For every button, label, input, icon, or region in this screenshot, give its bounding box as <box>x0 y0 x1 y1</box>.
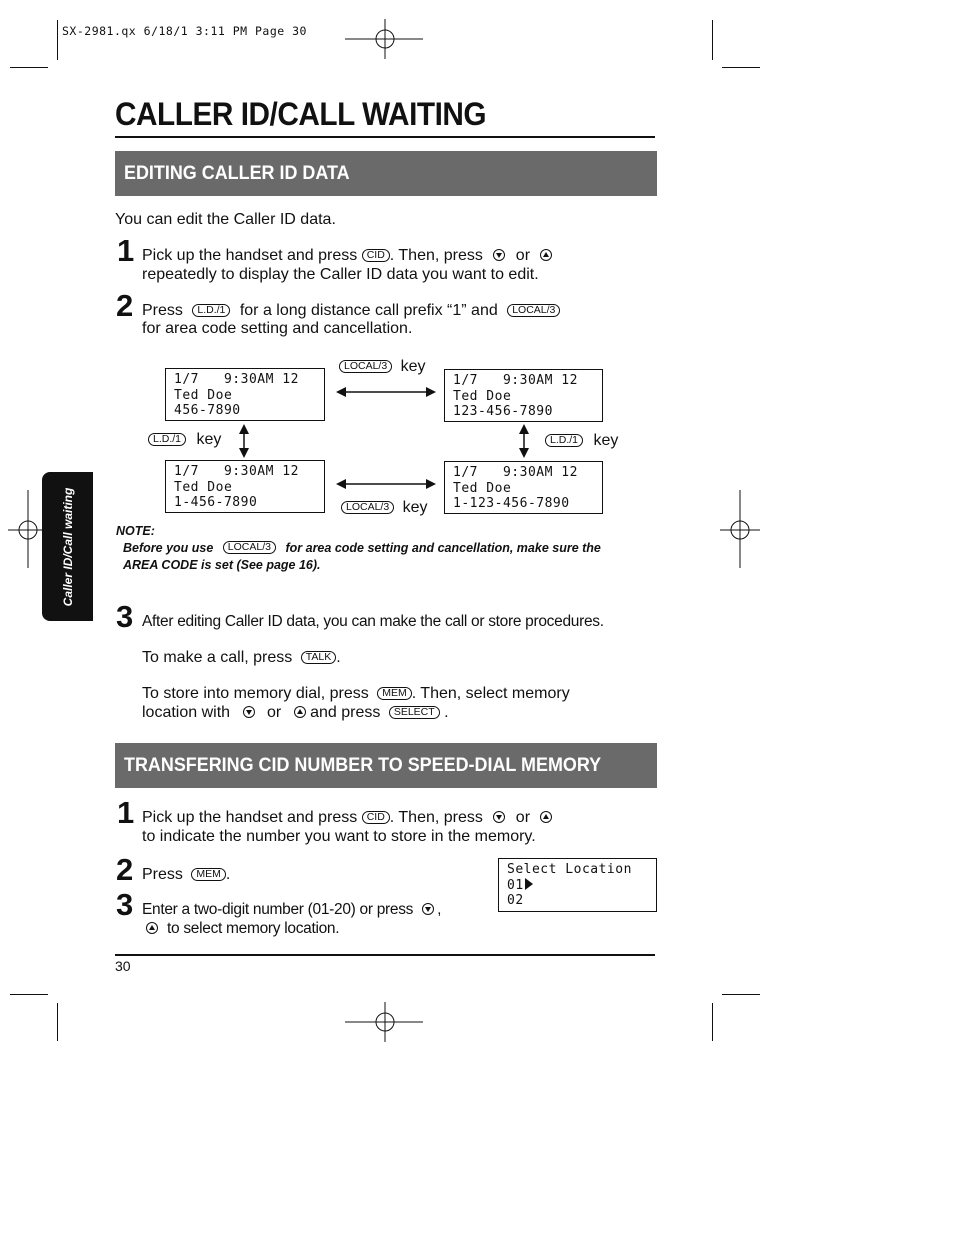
crop-mark <box>10 67 48 68</box>
step-text: to indicate the number you want to store in the memory. <box>142 828 536 845</box>
cid-key-icon: CID <box>362 811 390 824</box>
talk-key-icon: TALK <box>301 651 336 664</box>
key-word: key <box>196 431 222 448</box>
registration-mark-icon <box>345 19 425 59</box>
call-text: To make a call, press <box>142 649 293 666</box>
section-heading-label: EDITING CALLER ID DATA <box>124 162 350 184</box>
diagram-key-label <box>339 358 426 376</box>
ld-key-icon: L.D./1 <box>545 434 583 447</box>
step-text-part: or <box>515 809 531 826</box>
page-number: 30 <box>115 958 131 974</box>
store-text: or <box>266 704 282 721</box>
local-key-icon: LOCAL/3 <box>339 360 392 373</box>
store-text: . <box>444 704 449 721</box>
up-arrow-key-icon <box>540 249 552 261</box>
note-text <box>123 541 601 555</box>
step-text <box>142 866 230 884</box>
up-arrow-key-icon <box>146 922 158 934</box>
crop-mark <box>722 67 760 68</box>
step-number: 2 <box>116 852 134 887</box>
mem-key-icon: MEM <box>377 687 412 700</box>
note-label: NOTE: <box>116 524 155 538</box>
lcd-line: Select Location <box>507 862 632 877</box>
crop-mark <box>712 1003 713 1041</box>
step-number: 3 <box>116 599 134 634</box>
step-number: 3 <box>116 887 134 922</box>
store-text: location with <box>142 704 231 721</box>
lcd-line <box>507 878 648 894</box>
ld-key-icon: L.D./1 <box>148 433 186 446</box>
note-text: AREA CODE is set (See page 16). <box>123 558 321 572</box>
intro-text: You can edit the Caller ID data. <box>115 211 336 228</box>
step-text-part: or <box>515 247 531 264</box>
step-number: 1 <box>117 233 135 268</box>
cid-key-icon: CID <box>362 249 390 262</box>
page-title: CALLER ID/CALL WAITING <box>115 96 487 132</box>
lcd-line-text: 01 <box>507 877 524 893</box>
call-text: . <box>336 649 341 666</box>
right-triangle-cursor-icon <box>525 878 533 890</box>
step-text-part: , <box>437 901 442 918</box>
lcd-screen: 1/7 9:30AM 12 Ted Doe 456-7890 <box>165 368 325 421</box>
title-rule <box>115 136 655 138</box>
store-text: . Then, select memory <box>411 685 570 702</box>
lcd-screen-select-location <box>498 858 657 912</box>
down-arrow-key-icon <box>493 811 505 823</box>
step-text-part: Pick up the handset and press <box>142 809 358 826</box>
step-text <box>142 901 441 919</box>
lcd-screen: 1/7 9:30AM 12 Ted Doe 1-123-456-7890 <box>444 461 603 514</box>
registration-mark-icon <box>345 1002 425 1042</box>
vertical-double-arrow-icon <box>237 424 251 458</box>
diagram-key-label <box>341 499 428 517</box>
step-text-part: . Then, press <box>389 809 483 826</box>
double-arrow-icon <box>336 384 436 400</box>
step-text-part: to select memory location. <box>167 920 340 937</box>
crop-mark <box>10 994 48 995</box>
crop-mark <box>712 20 713 60</box>
step-number: 1 <box>117 795 135 830</box>
section-heading-label: TRANSFERING CID NUMBER TO SPEED-DIAL MEMORY <box>124 754 602 776</box>
crop-mark <box>57 1003 58 1041</box>
select-key-icon: SELECT <box>389 706 440 719</box>
step-text <box>146 920 339 938</box>
store-instruction <box>142 685 570 703</box>
mem-key-icon: MEM <box>191 868 226 881</box>
step-number: 2 <box>116 288 134 323</box>
key-word: key <box>400 358 426 375</box>
step-text-part: Press <box>142 866 183 883</box>
step-text-part: . <box>225 866 231 883</box>
lcd-screen: 1/7 9:30AM 12 Ted Doe 1-456-7890 <box>165 460 325 513</box>
side-tab <box>42 472 93 621</box>
local-key-icon: LOCAL/3 <box>223 541 276 554</box>
down-arrow-key-icon <box>493 249 505 261</box>
key-word: key <box>593 432 619 449</box>
local-key-icon: LOCAL/3 <box>341 501 394 514</box>
crop-mark <box>722 994 760 995</box>
step-text: for area code setting and cancellation. <box>142 320 413 337</box>
step-text <box>142 302 560 320</box>
step-text-part: . Then, press <box>389 247 483 264</box>
vertical-double-arrow-icon <box>517 424 531 458</box>
store-text: To store into memory dial, press <box>142 685 369 702</box>
note-text-part: for area code setting and cancellation, make sure the <box>285 541 601 555</box>
double-arrow-icon <box>336 476 436 492</box>
section-heading-transfer <box>115 743 657 788</box>
up-arrow-key-icon <box>294 706 306 718</box>
call-instruction <box>142 649 341 667</box>
note-text-part: Before you use <box>123 541 214 555</box>
step-text-part: Press <box>142 302 183 319</box>
lcd-line: 02 <box>507 893 524 908</box>
section-heading-editing <box>115 151 657 196</box>
side-tab-label: Caller ID/Call waiting <box>60 487 75 606</box>
lcd-screen: 1/7 9:30AM 12 Ted Doe 123-456-7890 <box>444 369 603 422</box>
step-text <box>142 809 552 827</box>
down-arrow-key-icon <box>422 903 434 915</box>
step-text-part: Enter a two-digit number (01-20) or press <box>142 901 414 918</box>
down-arrow-key-icon <box>243 706 255 718</box>
step-text <box>142 247 552 265</box>
up-arrow-key-icon <box>540 811 552 823</box>
store-instruction <box>142 704 449 722</box>
crop-mark <box>57 20 58 60</box>
step-text: After editing Caller ID data, you can make the call or store procedures. <box>142 613 604 630</box>
step-text-part: for a long distance call prefix “1” and <box>239 302 498 319</box>
diagram-key-label <box>545 432 618 450</box>
ld-key-icon: L.D./1 <box>192 304 230 317</box>
footer-rule <box>115 954 655 956</box>
local-key-icon: LOCAL/3 <box>507 304 560 317</box>
print-slug: SX-2981.qx 6/18/1 3:11 PM Page 30 <box>62 24 307 38</box>
registration-mark-icon <box>720 490 760 570</box>
key-word: key <box>402 499 428 516</box>
step-text: repeatedly to display the Caller ID data you want to edit. <box>142 266 539 283</box>
diagram-key-label <box>148 431 221 449</box>
step-text-part: Pick up the handset and press <box>142 247 358 264</box>
store-text: and press <box>310 704 381 721</box>
